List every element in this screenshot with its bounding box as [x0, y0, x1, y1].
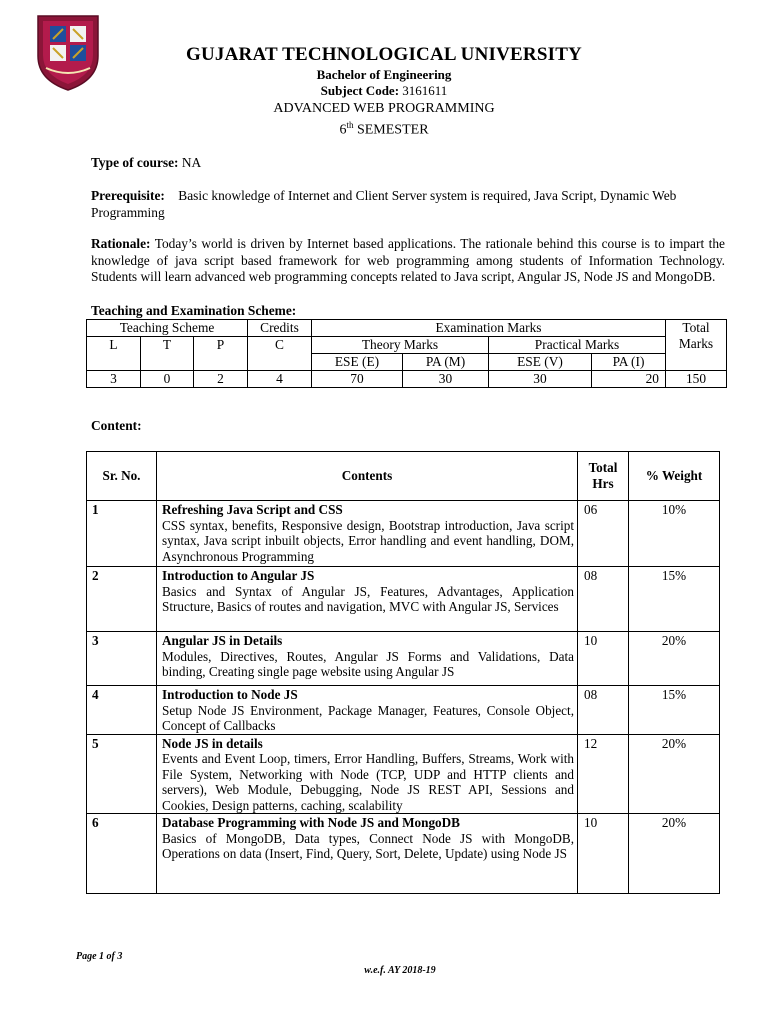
ese-e-value: 70: [312, 371, 403, 388]
subject-name: ADVANCED WEB PROGRAMMING: [273, 101, 495, 116]
unit-weight: 20%: [629, 814, 720, 894]
credits-header: Credits: [248, 320, 312, 337]
t-header: T: [141, 337, 194, 371]
total-hrs-header: Total Hrs: [578, 452, 629, 501]
pa-i-header: PA (I): [592, 354, 666, 371]
unit-description: Setup Node JS Environment, Package Manager, Features, Console Object, Concept of Callbacks: [162, 702, 574, 733]
t-value: 0: [141, 371, 194, 388]
page-current: 1: [99, 951, 105, 962]
unit-description: Basics and Syntax of Angular JS, Features, Advantages, Application Structure, Basics of routes and navigation, MVC with Angular JS, Services: [162, 583, 574, 614]
p-value: 2: [194, 371, 248, 388]
sr-no-header: Sr. No.: [87, 452, 157, 501]
unit-content: [157, 567, 578, 632]
sr-no: 4: [87, 686, 157, 735]
rationale-value: Today’s world is driven by Internet based applications. The rationale behind this course is to impart the knowledge of java script based framework for web programming among students of Information Technology. Students will learn advanced web programming concepts related to Java script, Angular JS, Node JS and MongoDB.: [91, 236, 725, 284]
p-header: P: [194, 337, 248, 371]
rationale-label: Rationale:: [91, 236, 151, 251]
unit-title: Angular JS in Details: [162, 633, 283, 648]
ese-e-header: ESE (E): [312, 354, 403, 371]
unit-hours: 12: [578, 734, 629, 814]
university-name: GUJARAT TECHNOLOGICAL UNIVERSITY: [186, 44, 582, 65]
semester-word: SEMESTER: [353, 122, 429, 138]
table-row: [87, 734, 720, 814]
c-value: 4: [248, 371, 312, 388]
unit-content: [157, 686, 578, 735]
unit-content: [157, 501, 578, 567]
weight-header: % Weight: [629, 452, 720, 501]
prerequisite: [91, 188, 725, 221]
sr-no: 2: [87, 567, 157, 632]
unit-content: [157, 814, 578, 894]
practical-marks-header: Practical Marks: [489, 337, 666, 354]
content-title: Content:: [91, 418, 142, 433]
scheme-table: [86, 319, 727, 388]
theory-marks-header: Theory Marks: [312, 337, 489, 354]
table-row: [87, 567, 720, 632]
unit-hours: 06: [578, 501, 629, 567]
ese-v-value: 30: [489, 371, 592, 388]
degree: Bachelor of Engineering: [316, 67, 452, 82]
table-row: [87, 632, 720, 686]
course-type-value: NA: [178, 155, 202, 170]
l-header: L: [87, 337, 141, 371]
subject-code-value: 3161611: [402, 83, 448, 98]
table-row: [87, 686, 720, 735]
unit-description: Modules, Directives, Routes, Angular JS Forms and Validations, Data binding, Creating single page website using Angular JS: [162, 648, 574, 679]
page-of: of: [104, 951, 118, 962]
semester: [0, 120, 768, 139]
prerequisite-value: Basic knowledge of Internet and Client Server system is required, Java Script, Dynamic Web Programming: [91, 188, 680, 220]
pa-i-value: 20: [592, 371, 666, 388]
subject-code: [0, 83, 768, 99]
sr-no: 5: [87, 734, 157, 814]
page-number: [76, 951, 122, 962]
unit-hours: 10: [578, 632, 629, 686]
page-prefix: Page: [76, 951, 100, 962]
unit-description: Basics of MongoDB, Data types, Connect Node JS with MongoDB, Operations on data (Insert, Find, Query, Sort, Delete, Update) using Node JS: [162, 830, 574, 861]
c-header: C: [248, 337, 312, 371]
l-value: 3: [87, 371, 141, 388]
sr-no: 3: [87, 632, 157, 686]
unit-weight: 15%: [629, 686, 720, 735]
page-total: 3: [117, 951, 123, 962]
unit-hours: 08: [578, 686, 629, 735]
contents-header: Contents: [157, 452, 578, 501]
teaching-scheme-header: Teaching Scheme: [87, 320, 248, 337]
semester-number: 6: [339, 122, 347, 138]
unit-weight: 15%: [629, 567, 720, 632]
total-marks-header: Total Marks: [666, 320, 727, 371]
rationale: [91, 236, 725, 286]
unit-title: Database Programming with Node JS and MongoDB: [162, 815, 460, 830]
semester-suffix: th: [346, 120, 354, 130]
subject-code-label: Subject Code:: [320, 83, 403, 98]
table-row: [87, 501, 720, 567]
unit-description: CSS syntax, benefits, Responsive design, Bootstrap introduction, Java script syntax, Java script inbuilt objects, Error handling and event handling, DOM, Asynchronous Programming: [162, 517, 574, 564]
unit-content: [157, 734, 578, 814]
unit-weight: 20%: [629, 632, 720, 686]
content-table: [86, 451, 720, 894]
wef-note: w.e.f. AY 2018-19: [364, 965, 436, 976]
pa-m-value: 30: [403, 371, 489, 388]
exam-marks-header: Examination Marks: [312, 320, 666, 337]
unit-hours: 10: [578, 814, 629, 894]
course-type: [91, 155, 725, 172]
unit-title: Introduction to Angular JS: [162, 568, 315, 583]
course-type-label: Type of course:: [91, 155, 179, 170]
unit-hours: 08: [578, 567, 629, 632]
unit-content: [157, 632, 578, 686]
sr-no: 6: [87, 814, 157, 894]
unit-title: Introduction to Node JS: [162, 687, 298, 702]
unit-description: Events and Event Loop, timers, Error Handling, Buffers, Streams, Work with File System, Networking with Node (TCP, UDP and HTTP clients and servers), Web Module, Debugging, Node JS REST API, Sessions and Cookies, Design patterns, caching, scalability: [162, 751, 574, 813]
unit-weight: 10%: [629, 501, 720, 567]
prerequisite-label: Prerequisite:: [91, 188, 165, 203]
scheme-title: Teaching and Examination Scheme:: [91, 303, 297, 318]
unit-weight: 20%: [629, 734, 720, 814]
total-value: 150: [666, 371, 727, 388]
table-row: [87, 814, 720, 894]
unit-title: Refreshing Java Script and CSS: [162, 502, 343, 517]
pa-m-header: PA (M): [403, 354, 489, 371]
ese-v-header: ESE (V): [489, 354, 592, 371]
sr-no: 1: [87, 501, 157, 567]
unit-title: Node JS in details: [162, 735, 263, 751]
